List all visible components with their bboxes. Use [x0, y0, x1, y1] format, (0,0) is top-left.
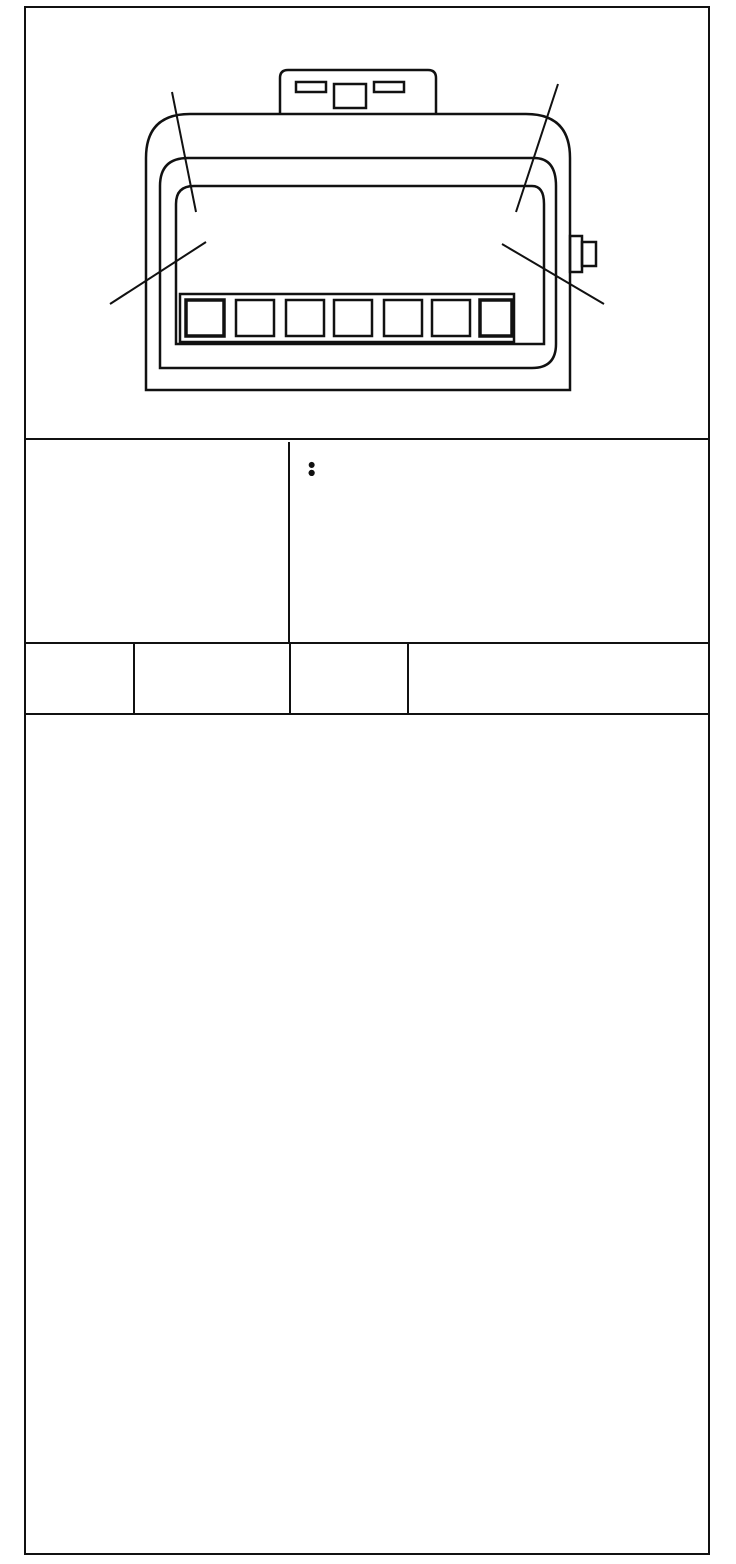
- table-header-row: [26, 644, 708, 714]
- leader-lines: [110, 84, 604, 304]
- pin-table: [26, 644, 708, 715]
- header-function: [408, 644, 708, 714]
- large-cavity-strip: [180, 294, 514, 342]
- cavity-b: [236, 300, 274, 336]
- connector-diagram: [26, 8, 708, 440]
- cavity-d: [334, 300, 372, 336]
- cavity-g: [186, 300, 224, 336]
- connector-drawing: [26, 8, 708, 440]
- header-wire-color: [134, 644, 290, 714]
- cavity-e: [384, 300, 422, 336]
- header-pin: [26, 644, 134, 714]
- cavity-f: [432, 300, 470, 336]
- cavity-c: [286, 300, 324, 336]
- document-frame: [24, 6, 710, 1555]
- header-circuit: [290, 644, 408, 714]
- cavity-a: [480, 300, 512, 336]
- connector-info-label: [26, 442, 290, 642]
- connector-info-list: [292, 442, 708, 642]
- connector-part-info: [26, 442, 708, 644]
